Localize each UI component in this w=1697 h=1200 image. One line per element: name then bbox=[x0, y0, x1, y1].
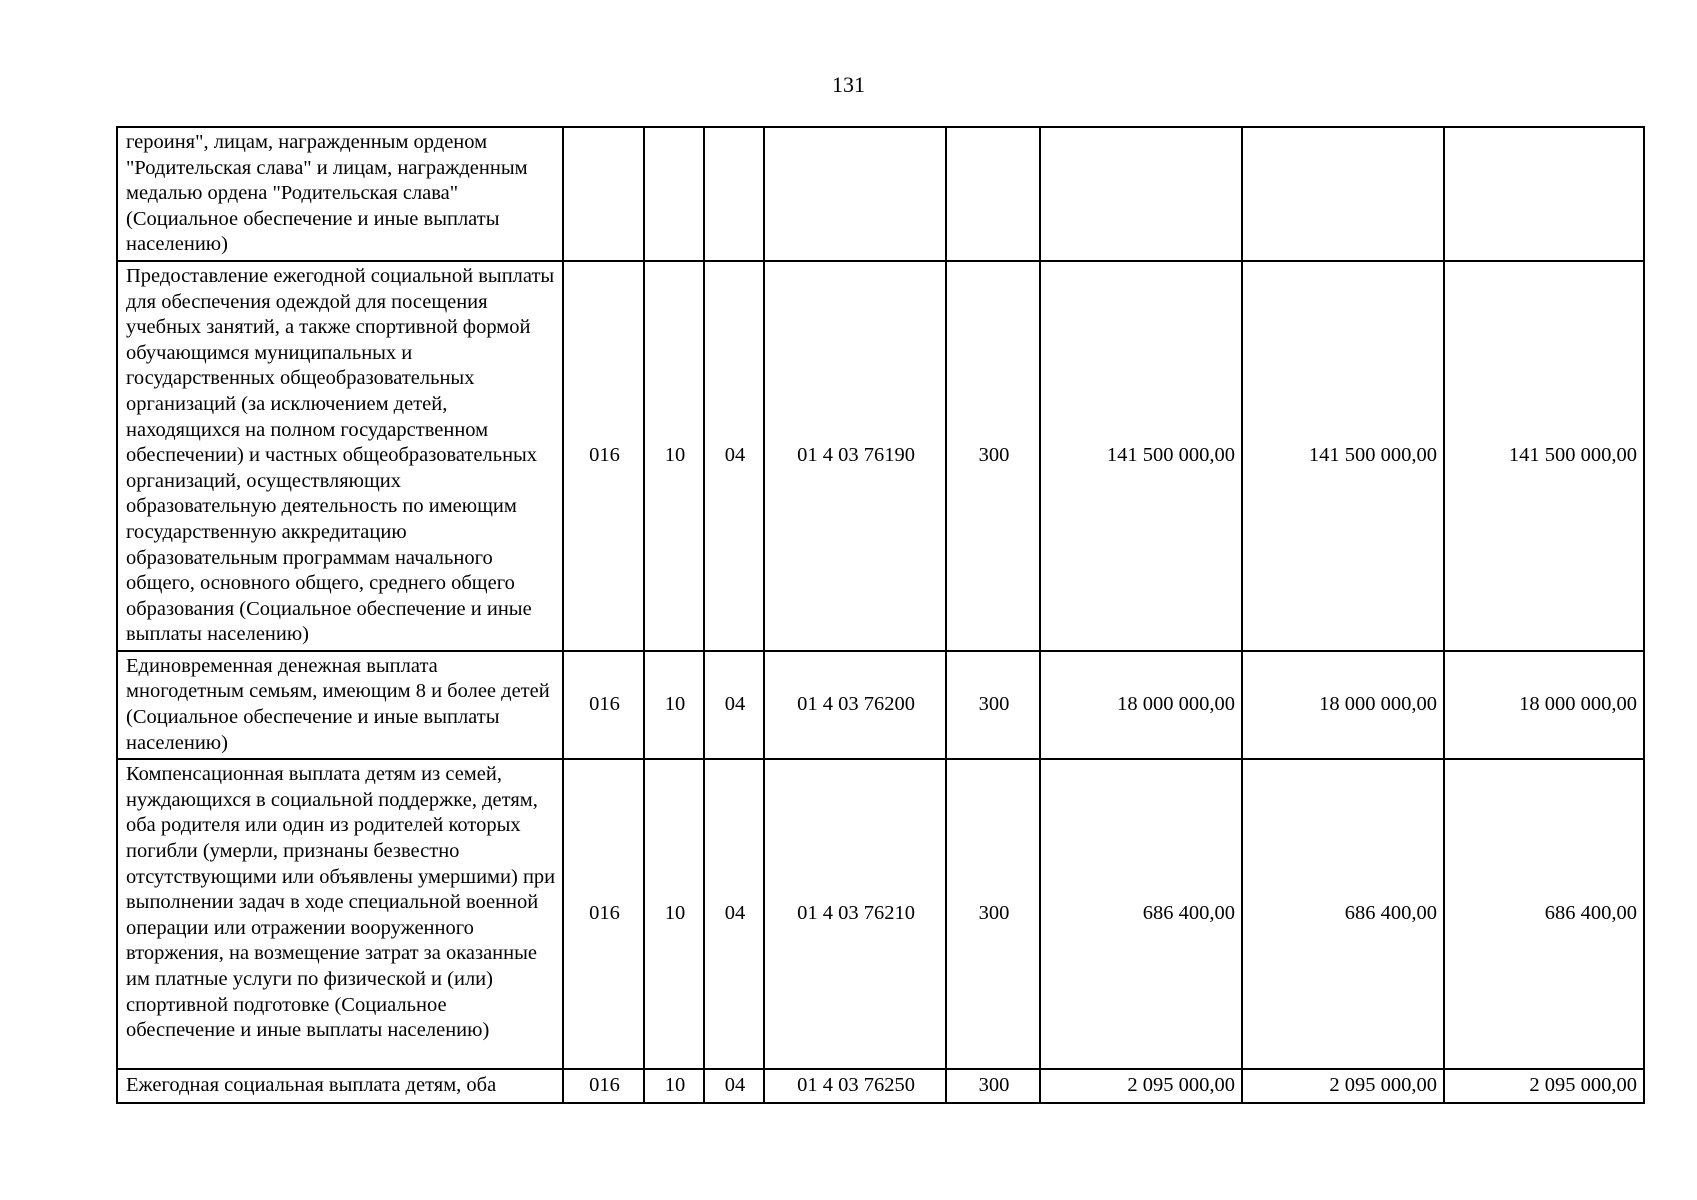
amount-year-2: 141 500 000,00 bbox=[1242, 261, 1444, 651]
section-code: 10 bbox=[644, 261, 704, 651]
row-description: героиня", лицам, награжденным орденом "Родительская слава" и лицам, награжденным медалью ордена "Родительская слава" (Социальное обеспечение и иные выплаты населению) bbox=[117, 127, 563, 261]
table-row bbox=[117, 651, 1644, 759]
page-number: 131 bbox=[832, 72, 865, 97]
expense-type-code: 300 bbox=[946, 261, 1040, 651]
row-description: Единовременная денежная выплата многодетным семьям, имеющим 8 и более детей (Социальное обеспечение и иные выплаты населению) bbox=[117, 651, 563, 759]
amount-year-1: 686 400,00 bbox=[1040, 759, 1242, 1069]
table-row bbox=[117, 127, 1644, 261]
target-article-code: 01 4 03 76210 bbox=[764, 759, 946, 1069]
table-row bbox=[117, 261, 1644, 651]
budget-table bbox=[116, 126, 1645, 1104]
amount-year-2: 686 400,00 bbox=[1242, 759, 1444, 1069]
amount-year-1: 141 500 000,00 bbox=[1040, 261, 1242, 651]
target-article-code: 01 4 03 76250 bbox=[764, 1069, 946, 1103]
amount-year-2: 2 095 000,00 bbox=[1242, 1069, 1444, 1103]
subsection-code: 04 bbox=[704, 1069, 764, 1103]
target-article-code bbox=[764, 127, 946, 261]
expense-type-code: 300 bbox=[946, 651, 1040, 759]
table-row bbox=[117, 759, 1644, 1069]
amount-year-1: 2 095 000,00 bbox=[1040, 1069, 1242, 1103]
target-article-code: 01 4 03 76190 bbox=[764, 261, 946, 651]
section-code: 10 bbox=[644, 759, 704, 1069]
amount-year-3: 2 095 000,00 bbox=[1444, 1069, 1644, 1103]
table-row bbox=[117, 1069, 1644, 1103]
amount-year-2 bbox=[1242, 127, 1444, 261]
amount-year-1 bbox=[1040, 127, 1242, 261]
row-description: Предоставление ежегодной социальной выплаты для обеспечения одеждой для посещения учебных занятий, а также спортивной формой обучающимся муниципальных и государственных общеобразовательных организаций (за исключением детей, находящихся на полном государственном обеспечении) и частных общеобразовательных организаций, осуществляющих образовательную деятельность по имеющим государственную аккредитацию образовательным программам начального общего, основного общего, среднего общего образования (Социальное обеспечение и иные выплаты населению) bbox=[117, 261, 563, 651]
amount-year-2: 18 000 000,00 bbox=[1242, 651, 1444, 759]
amount-year-3: 686 400,00 bbox=[1444, 759, 1644, 1069]
expense-type-code: 300 bbox=[946, 1069, 1040, 1103]
section-code: 10 bbox=[644, 651, 704, 759]
subsection-code: 04 bbox=[704, 651, 764, 759]
section-code bbox=[644, 127, 704, 261]
ministry-code: 016 bbox=[563, 651, 644, 759]
row-description: Компенсационная выплата детям из семей, нуждающихся в социальной поддержке, детям, оба родителя или один из родителей которых погибли (умерли, признаны безвестно отсутствующими или объявлены умершими) при выполнении задач в ходе специальной военной операции или отражении вооруженного вторжения, на возмещение затрат за оказанные им платные услуги по физической и (или) спортивной подготовке (Социальное обеспечение и иные выплаты населению) bbox=[117, 759, 563, 1069]
amount-year-3 bbox=[1444, 127, 1644, 261]
amount-year-1: 18 000 000,00 bbox=[1040, 651, 1242, 759]
target-article-code: 01 4 03 76200 bbox=[764, 651, 946, 759]
subsection-code: 04 bbox=[704, 759, 764, 1069]
expense-type-code: 300 bbox=[946, 759, 1040, 1069]
ministry-code: 016 bbox=[563, 759, 644, 1069]
subsection-code bbox=[704, 127, 764, 261]
amount-year-3: 141 500 000,00 bbox=[1444, 261, 1644, 651]
amount-year-3: 18 000 000,00 bbox=[1444, 651, 1644, 759]
section-code: 10 bbox=[644, 1069, 704, 1103]
ministry-code bbox=[563, 127, 644, 261]
ministry-code: 016 bbox=[563, 261, 644, 651]
row-description: Ежегодная социальная выплата детям, оба bbox=[117, 1069, 563, 1103]
ministry-code: 016 bbox=[563, 1069, 644, 1103]
expense-type-code bbox=[946, 127, 1040, 261]
subsection-code: 04 bbox=[704, 261, 764, 651]
